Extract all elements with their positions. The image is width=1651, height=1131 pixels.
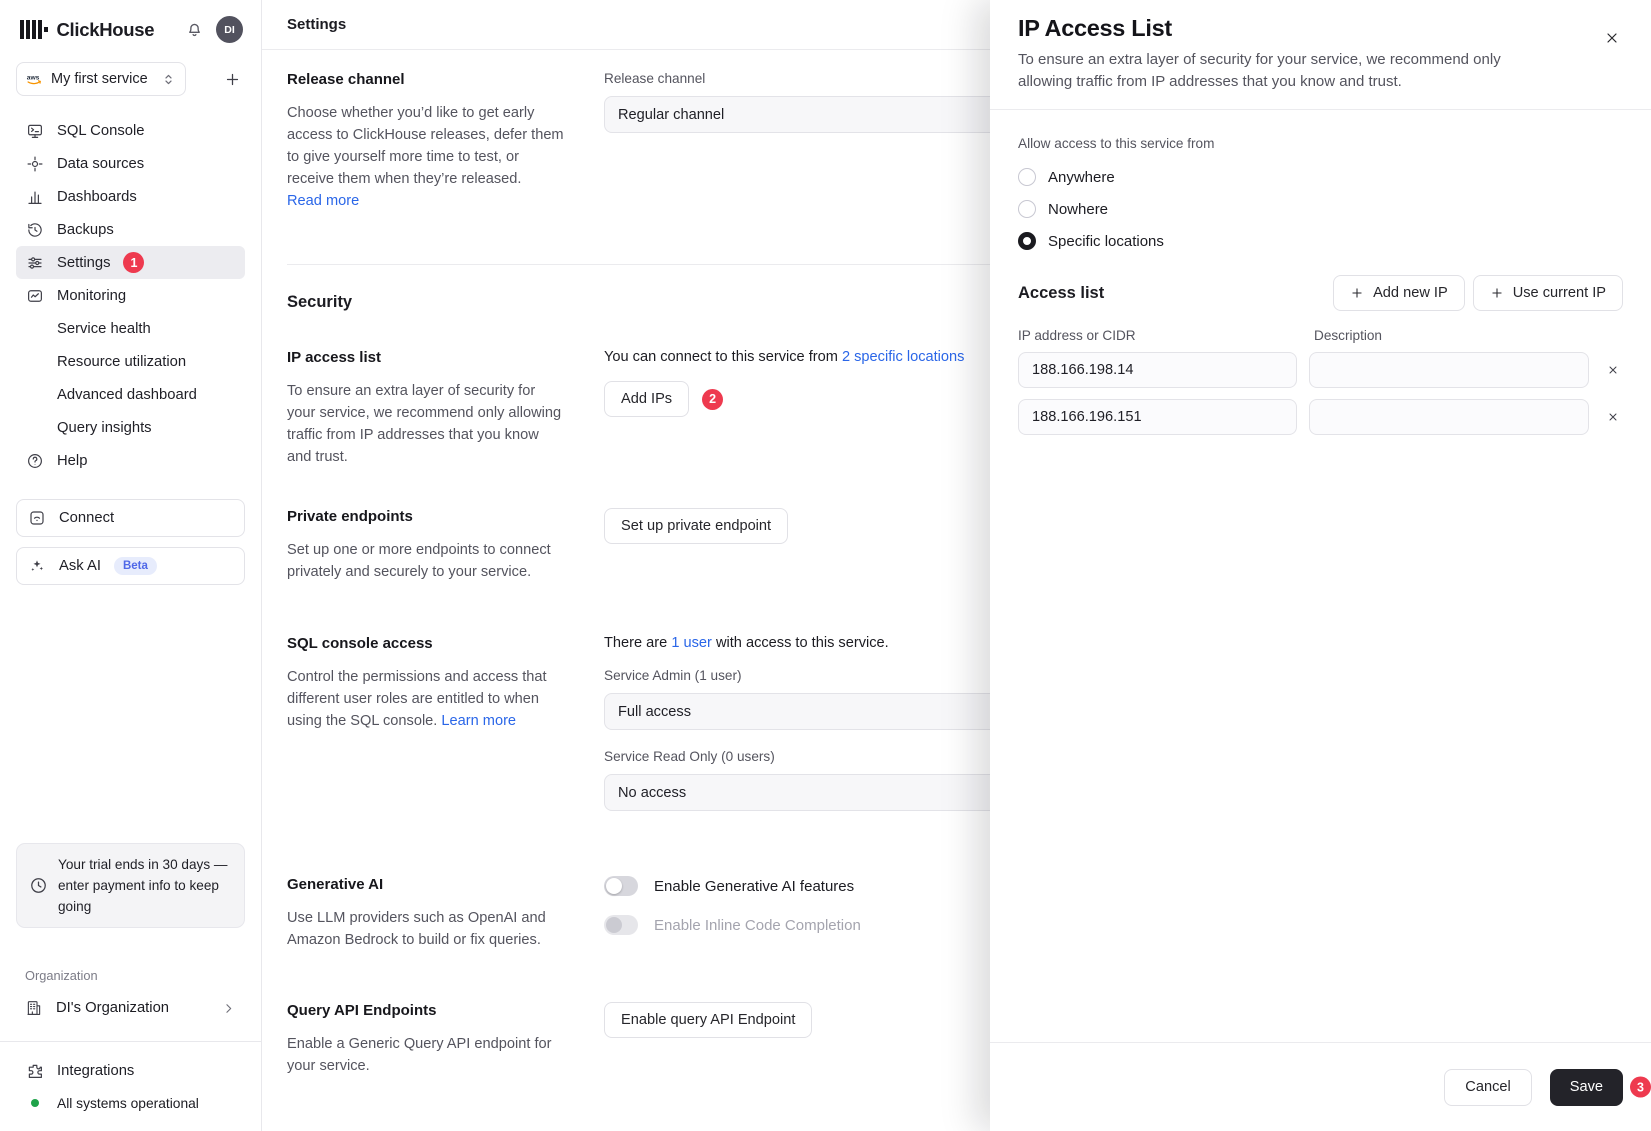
release-channel-heading: Release channel <box>287 71 405 88</box>
page-title: Settings <box>287 16 347 33</box>
beta-badge: Beta <box>114 557 157 575</box>
save-button[interactable] <box>1550 1069 1644 1106</box>
sidebar-item-label: Settings <box>57 254 111 271</box>
organization-selector[interactable] <box>16 991 245 1025</box>
plus-icon <box>224 71 241 88</box>
sidebar-divider <box>0 1041 261 1042</box>
panel-body <box>990 110 1651 1042</box>
add-new-ip-button[interactable] <box>1333 275 1465 311</box>
sidebar-item-label: Monitoring <box>57 287 127 304</box>
puzzle-icon <box>25 1062 44 1080</box>
chevron-right-icon <box>221 1001 236 1016</box>
connect-icon <box>28 509 46 527</box>
brand-name: ClickHouse <box>56 18 155 40</box>
release-channel-select[interactable] <box>604 96 1044 133</box>
service-readonly-value: No access <box>618 784 687 801</box>
radio-label: Anywhere <box>1048 168 1115 186</box>
service-admin-select[interactable] <box>604 693 1044 730</box>
trial-notice <box>16 843 245 928</box>
enable-query-api-button[interactable] <box>604 1002 812 1038</box>
sidebar <box>0 0 262 1131</box>
ip-description-input[interactable] <box>1309 399 1589 435</box>
sql-console-access-heading: SQL console access <box>287 635 433 652</box>
allow-access-label: Allow access to this service from <box>1018 136 1215 151</box>
sidebar-nav <box>16 114 245 477</box>
ip-address-input[interactable] <box>1018 399 1297 435</box>
setup-private-endpoint-label: Set up private endpoint <box>621 518 772 534</box>
description-column-label: Description <box>1314 328 1382 343</box>
release-channel-field-label: Release channel <box>604 71 706 86</box>
radio-option-nowhere[interactable] <box>1018 200 1623 218</box>
service-admin-value: Full access <box>618 703 691 720</box>
cancel-button[interactable] <box>1444 1069 1531 1106</box>
x-icon <box>1607 411 1619 423</box>
remove-ip-button[interactable] <box>1603 407 1623 427</box>
private-endpoints-description: Set up one or more endpoints to connect privately and securely to your service. <box>287 542 551 580</box>
service-readonly-select[interactable] <box>604 774 1044 811</box>
sidebar-item-advanced-dashboard[interactable] <box>16 378 245 411</box>
sparkles-icon <box>28 557 46 575</box>
private-endpoints-heading: Private endpoints <box>287 508 413 525</box>
ip-column-label: IP address or CIDR <box>1018 328 1136 343</box>
sidebar-item-dashboards[interactable] <box>16 180 245 213</box>
panel-title: IP Access List <box>1018 15 1172 41</box>
read-more-link[interactable]: Read more <box>287 193 360 209</box>
inline-code-completion-label: Enable Inline Code Completion <box>654 916 861 934</box>
sidebar-item-label: Service health <box>57 320 151 337</box>
sidebar-item-label: SQL Console <box>57 122 145 139</box>
monitoring-chart-icon <box>25 287 44 305</box>
radio-icon <box>1018 200 1036 218</box>
access-list-header <box>1018 275 1623 311</box>
security-heading: Security <box>287 293 353 311</box>
sidebar-item-integrations[interactable] <box>16 1054 245 1087</box>
building-icon <box>25 999 43 1017</box>
sidebar-item-backups[interactable] <box>16 213 245 246</box>
ask-ai-button[interactable] <box>16 547 245 585</box>
settings-notification-badge: 1 <box>123 252 144 273</box>
generative-ai-toggle[interactable] <box>604 876 638 896</box>
sidebar-item-label: Resource utilization <box>57 353 187 370</box>
ip-access-heading: IP access list <box>287 349 381 366</box>
service-readonly-label: Service Read Only (0 users) <box>604 749 775 764</box>
sidebar-item-label: Integrations <box>57 1062 135 1079</box>
access-list-heading: Access list <box>1018 283 1105 302</box>
ip-access-status-text: You can connect to this service from <box>604 349 842 365</box>
sidebar-item-help[interactable] <box>16 444 245 477</box>
access-list-row <box>1018 399 1623 435</box>
generative-ai-toggle-label: Enable Generative AI features <box>654 877 855 895</box>
service-selector-label: My first service <box>51 71 148 87</box>
generative-ai-description: Use LLM providers such as OpenAI and Amazon Bedrock to build or fix queries. <box>287 910 546 948</box>
radio-checked-icon <box>1018 232 1036 250</box>
access-list-row <box>1018 352 1623 388</box>
user-count-link[interactable]: 1 user <box>671 635 712 651</box>
sidebar-item-label: Query insights <box>57 419 152 436</box>
x-icon <box>1607 364 1619 376</box>
generative-ai-heading: Generative AI <box>287 876 384 893</box>
plus-icon <box>1350 286 1364 300</box>
save-step-badge: 3 <box>1630 1077 1651 1098</box>
status-dot-icon <box>31 1099 39 1107</box>
radio-icon <box>1018 168 1036 186</box>
use-current-ip-button[interactable] <box>1473 275 1623 311</box>
connect-label: Connect <box>59 510 115 526</box>
service-admin-label: Service Admin (1 user) <box>604 668 742 683</box>
learn-more-link[interactable]: Learn more <box>441 713 517 729</box>
sidebar-item-resource-utilization[interactable] <box>16 345 245 378</box>
ip-address-input[interactable] <box>1018 352 1297 388</box>
sidebar-item-label: Advanced dashboard <box>57 386 197 403</box>
data-sources-icon <box>25 155 44 173</box>
add-new-ip-label: Add new IP <box>1373 285 1448 301</box>
ip-access-description: To ensure an extra layer of security for your service, we recommend only allowing traffic from IP addresses that you know and trust. <box>287 383 562 465</box>
aws-icon <box>26 72 43 87</box>
trial-notice-text: Your trial ends in 30 days — enter payment info to keep going <box>58 857 228 914</box>
sidebar-item-query-insights[interactable] <box>16 411 245 444</box>
radio-option-anywhere[interactable] <box>1018 168 1623 186</box>
organization-name: DI's Organization <box>56 1000 170 1016</box>
release-channel-description: Choose whether you’d like to get early access to ClickHouse releases, defer them to give yourself more time to test, or receive them when they’re released. <box>287 105 564 187</box>
inline-code-completion-toggle <box>604 915 638 935</box>
svg-text:aws: aws <box>26 74 40 81</box>
bar-chart-icon <box>25 188 44 206</box>
chevron-updown-icon <box>161 72 176 87</box>
panel-description: To ensure an extra layer of security for your service, we recommend only allowing traffic from IP addresses that you know and trust. <box>1018 51 1501 90</box>
radio-option-specific-locations[interactable] <box>1018 232 1623 250</box>
notifications-button[interactable] <box>181 16 208 43</box>
use-current-ip-label: Use current IP <box>1512 285 1606 301</box>
sql-users-status-suffix: with access to this service. <box>711 635 889 651</box>
sidebar-item-monitoring[interactable] <box>16 279 245 312</box>
sidebar-item-label: Data sources <box>57 155 145 172</box>
plus-icon <box>1490 286 1504 300</box>
add-ips-step-badge: 2 <box>702 389 723 410</box>
sliders-icon <box>25 254 44 272</box>
sidebar-item-label: Dashboards <box>57 188 137 205</box>
help-icon <box>25 452 44 470</box>
add-service-button[interactable] <box>220 67 245 92</box>
clock-icon <box>29 876 48 895</box>
panel-footer <box>990 1042 1651 1131</box>
setup-private-endpoint-button[interactable] <box>604 508 788 544</box>
radio-label: Nowhere <box>1048 200 1109 218</box>
sidebar-item-label: Help <box>57 452 88 469</box>
sidebar-item-service-health[interactable] <box>16 312 245 345</box>
system-status-label: All systems operational <box>57 1095 199 1111</box>
query-api-heading: Query API Endpoints <box>287 1002 437 1019</box>
add-ips-button[interactable] <box>604 381 689 417</box>
save-label: Save <box>1569 1079 1603 1095</box>
remove-ip-button[interactable] <box>1603 360 1623 380</box>
sql-users-status-prefix: There are <box>604 635 672 651</box>
panel-header <box>990 0 1651 110</box>
connect-button[interactable] <box>16 499 245 537</box>
radio-label: Specific locations <box>1048 232 1164 250</box>
sidebar-item-sql-console[interactable] <box>16 114 245 147</box>
release-channel-value: Regular channel <box>618 106 725 123</box>
enable-query-api-label: Enable query API Endpoint <box>621 1012 796 1028</box>
sidebar-item-label: Backups <box>57 221 114 238</box>
cancel-label: Cancel <box>1465 1079 1511 1095</box>
sidebar-item-data-sources[interactable] <box>16 147 245 180</box>
sidebar-item-settings[interactable] <box>16 246 245 279</box>
close-panel-button[interactable] <box>1600 26 1624 50</box>
organization-section-label: Organization <box>25 968 98 983</box>
ip-description-input[interactable] <box>1309 352 1589 388</box>
close-icon <box>1604 30 1620 46</box>
ip-access-list-panel <box>990 0 1651 1131</box>
ask-ai-label: Ask AI <box>59 558 101 574</box>
history-icon <box>25 221 44 239</box>
service-selector-row <box>16 62 245 96</box>
service-selector[interactable] <box>16 62 186 96</box>
access-list-column-labels <box>1018 328 1623 343</box>
query-api-description: Enable a Generic Query API endpoint for your service. <box>287 1036 552 1074</box>
specific-locations-link[interactable]: 2 specific locations <box>841 349 965 365</box>
sql-console-access-description: Control the permissions and access that different user roles are entitled to when using the SQL console. <box>287 669 547 729</box>
system-status[interactable] <box>16 1087 245 1119</box>
sidebar-header <box>16 14 245 43</box>
clickhouse-logo-icon <box>20 20 48 39</box>
bell-icon <box>185 20 204 39</box>
add-ips-label: Add IPs <box>621 391 673 407</box>
terminal-icon <box>25 122 44 140</box>
user-avatar[interactable]: DI <box>216 16 243 43</box>
